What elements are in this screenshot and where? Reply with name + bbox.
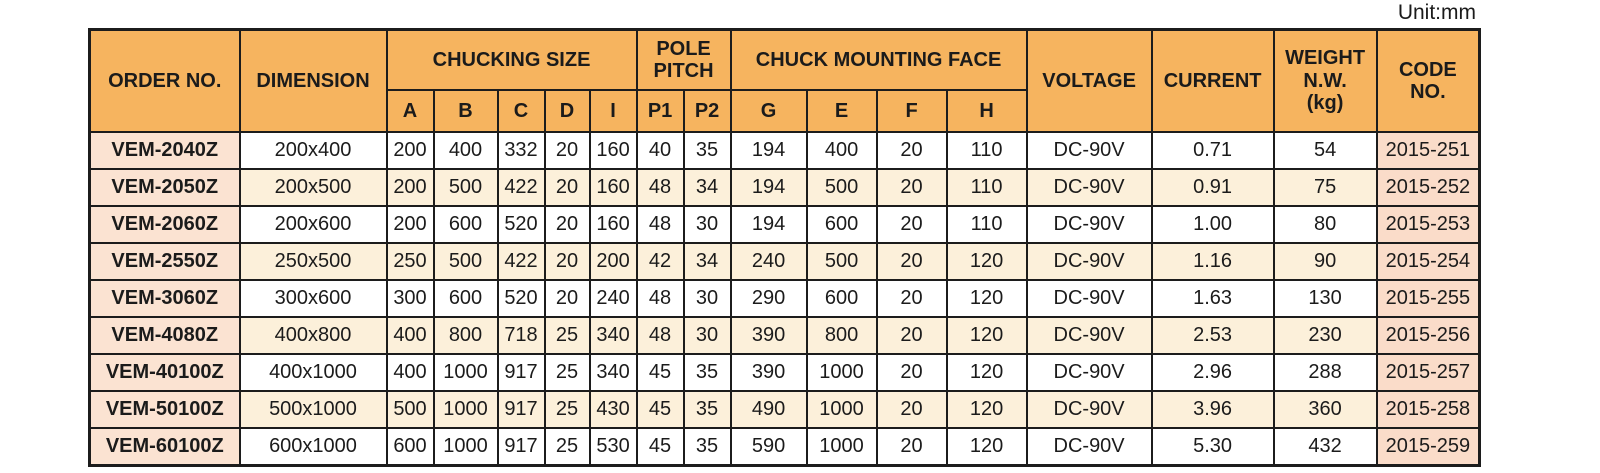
cell-g: 590 bbox=[731, 428, 807, 465]
cell-order-no: VEM-40100Z bbox=[90, 354, 240, 391]
cell-code-no: 2015-257 bbox=[1377, 354, 1480, 391]
cell-a: 200 bbox=[387, 132, 434, 169]
cell-dimension: 200x500 bbox=[240, 169, 387, 206]
cell-weight: 432 bbox=[1274, 428, 1377, 465]
cell-d: 25 bbox=[545, 317, 590, 354]
cell-d: 20 bbox=[545, 132, 590, 169]
cell-f: 20 bbox=[877, 206, 947, 243]
cell-code-no: 2015-253 bbox=[1377, 206, 1480, 243]
cell-c: 917 bbox=[498, 428, 545, 465]
table-header bbox=[90, 30, 1480, 133]
cell-i: 160 bbox=[590, 206, 637, 243]
cell-p1: 42 bbox=[637, 243, 684, 280]
cell-c: 422 bbox=[498, 243, 545, 280]
cell-f: 20 bbox=[877, 132, 947, 169]
cell-b: 500 bbox=[434, 169, 498, 206]
table-row bbox=[90, 354, 1480, 391]
cell-b: 600 bbox=[434, 206, 498, 243]
cell-c: 422 bbox=[498, 169, 545, 206]
cell-d: 20 bbox=[545, 280, 590, 317]
col-header-code-no bbox=[1377, 30, 1480, 133]
cell-h: 110 bbox=[947, 206, 1027, 243]
cell-p1: 45 bbox=[637, 354, 684, 391]
cell-weight: 230 bbox=[1274, 317, 1377, 354]
cell-g: 194 bbox=[731, 206, 807, 243]
cell-i: 430 bbox=[590, 391, 637, 428]
cell-current: 5.30 bbox=[1152, 428, 1274, 465]
cell-weight: 130 bbox=[1274, 280, 1377, 317]
cell-order-no: VEM-60100Z bbox=[90, 428, 240, 465]
cell-code-no: 2015-251 bbox=[1377, 132, 1480, 169]
cell-weight: 80 bbox=[1274, 206, 1377, 243]
cell-g: 290 bbox=[731, 280, 807, 317]
table-row bbox=[90, 206, 1480, 243]
cell-p2: 30 bbox=[684, 280, 731, 317]
table-row bbox=[90, 132, 1480, 169]
cell-a: 500 bbox=[387, 391, 434, 428]
cell-e: 500 bbox=[807, 243, 877, 280]
cell-f: 20 bbox=[877, 243, 947, 280]
table-row bbox=[90, 317, 1480, 354]
cell-weight: 288 bbox=[1274, 354, 1377, 391]
cell-weight: 75 bbox=[1274, 169, 1377, 206]
cell-a: 200 bbox=[387, 169, 434, 206]
cell-voltage: DC-90V bbox=[1027, 317, 1152, 354]
cell-dimension: 600x1000 bbox=[240, 428, 387, 465]
cell-order-no: VEM-2550Z bbox=[90, 243, 240, 280]
cell-order-no: VEM-3060Z bbox=[90, 280, 240, 317]
header-row-groups bbox=[90, 30, 1480, 91]
cell-p2: 35 bbox=[684, 428, 731, 465]
col-header-pole-pitch bbox=[637, 30, 731, 91]
cell-p2: 30 bbox=[684, 317, 731, 354]
cell-h: 120 bbox=[947, 280, 1027, 317]
cell-i: 530 bbox=[590, 428, 637, 465]
cell-current: 1.00 bbox=[1152, 206, 1274, 243]
cell-i: 160 bbox=[590, 169, 637, 206]
cell-g: 240 bbox=[731, 243, 807, 280]
cell-f: 20 bbox=[877, 428, 947, 465]
col-header-d: D bbox=[545, 90, 590, 132]
cell-a: 600 bbox=[387, 428, 434, 465]
cell-e: 1000 bbox=[807, 391, 877, 428]
cell-h: 110 bbox=[947, 132, 1027, 169]
cell-current: 0.91 bbox=[1152, 169, 1274, 206]
code-no-line-1: CODE bbox=[1398, 58, 1457, 81]
cell-b: 1000 bbox=[434, 354, 498, 391]
col-header-c: C bbox=[498, 90, 545, 132]
cell-voltage: DC-90V bbox=[1027, 206, 1152, 243]
cell-i: 200 bbox=[590, 243, 637, 280]
cell-e: 600 bbox=[807, 206, 877, 243]
col-header-current: CURRENT bbox=[1152, 30, 1274, 133]
cell-a: 400 bbox=[387, 354, 434, 391]
cell-voltage: DC-90V bbox=[1027, 243, 1152, 280]
cell-p1: 45 bbox=[637, 391, 684, 428]
pole-pitch-line-2: PITCH bbox=[653, 60, 714, 82]
cell-p1: 48 bbox=[637, 280, 684, 317]
table-body bbox=[90, 132, 1480, 465]
cell-b: 500 bbox=[434, 243, 498, 280]
cell-g: 194 bbox=[731, 132, 807, 169]
cell-current: 0.71 bbox=[1152, 132, 1274, 169]
cell-dimension: 500x1000 bbox=[240, 391, 387, 428]
cell-f: 20 bbox=[877, 354, 947, 391]
col-header-chucking-size: CHUCKING SIZE bbox=[387, 30, 637, 91]
cell-code-no: 2015-256 bbox=[1377, 317, 1480, 354]
col-header-f: F bbox=[877, 90, 947, 132]
cell-weight: 360 bbox=[1274, 391, 1377, 428]
cell-voltage: DC-90V bbox=[1027, 132, 1152, 169]
cell-c: 332 bbox=[498, 132, 545, 169]
cell-h: 120 bbox=[947, 428, 1027, 465]
cell-order-no: VEM-2040Z bbox=[90, 132, 240, 169]
cell-c: 520 bbox=[498, 206, 545, 243]
cell-code-no: 2015-252 bbox=[1377, 169, 1480, 206]
cell-b: 1000 bbox=[434, 428, 498, 465]
cell-c: 520 bbox=[498, 280, 545, 317]
cell-e: 600 bbox=[807, 280, 877, 317]
weight-line-2: N.W. bbox=[1303, 69, 1347, 92]
cell-order-no: VEM-50100Z bbox=[90, 391, 240, 428]
cell-current: 1.63 bbox=[1152, 280, 1274, 317]
col-header-b: B bbox=[434, 90, 498, 132]
cell-i: 240 bbox=[590, 280, 637, 317]
cell-g: 390 bbox=[731, 354, 807, 391]
cell-e: 1000 bbox=[807, 354, 877, 391]
cell-e: 800 bbox=[807, 317, 877, 354]
cell-c: 718 bbox=[498, 317, 545, 354]
col-header-weight bbox=[1274, 30, 1377, 133]
table-row bbox=[90, 243, 1480, 280]
cell-f: 20 bbox=[877, 280, 947, 317]
cell-p1: 48 bbox=[637, 317, 684, 354]
cell-h: 120 bbox=[947, 391, 1027, 428]
col-header-g: G bbox=[731, 90, 807, 132]
cell-p1: 40 bbox=[637, 132, 684, 169]
cell-i: 340 bbox=[590, 317, 637, 354]
cell-p2: 35 bbox=[684, 391, 731, 428]
cell-a: 400 bbox=[387, 317, 434, 354]
col-header-i: I bbox=[590, 90, 637, 132]
weight-line-1: WEIGHT bbox=[1285, 47, 1366, 70]
cell-i: 160 bbox=[590, 132, 637, 169]
cell-b: 1000 bbox=[434, 391, 498, 428]
weight-line-3: (kg) bbox=[1306, 92, 1344, 115]
cell-h: 120 bbox=[947, 243, 1027, 280]
cell-d: 25 bbox=[545, 354, 590, 391]
cell-code-no: 2015-255 bbox=[1377, 280, 1480, 317]
cell-i: 340 bbox=[590, 354, 637, 391]
cell-p2: 30 bbox=[684, 206, 731, 243]
cell-f: 20 bbox=[877, 391, 947, 428]
cell-p2: 35 bbox=[684, 132, 731, 169]
cell-e: 400 bbox=[807, 132, 877, 169]
cell-order-no: VEM-2050Z bbox=[90, 169, 240, 206]
cell-dimension: 200x600 bbox=[240, 206, 387, 243]
cell-voltage: DC-90V bbox=[1027, 280, 1152, 317]
cell-b: 600 bbox=[434, 280, 498, 317]
col-header-chuck-mounting-face: CHUCK MOUNTING FACE bbox=[731, 30, 1027, 91]
cell-order-no: VEM-4080Z bbox=[90, 317, 240, 354]
pole-pitch-line-1: POLE bbox=[656, 37, 711, 60]
spec-table bbox=[88, 28, 1481, 467]
cell-h: 120 bbox=[947, 317, 1027, 354]
cell-a: 250 bbox=[387, 243, 434, 280]
cell-d: 20 bbox=[545, 169, 590, 206]
cell-g: 194 bbox=[731, 169, 807, 206]
cell-p2: 35 bbox=[684, 354, 731, 391]
cell-weight: 90 bbox=[1274, 243, 1377, 280]
cell-dimension: 200x400 bbox=[240, 132, 387, 169]
cell-f: 20 bbox=[877, 169, 947, 206]
cell-g: 490 bbox=[731, 391, 807, 428]
cell-h: 120 bbox=[947, 354, 1027, 391]
cell-voltage: DC-90V bbox=[1027, 169, 1152, 206]
table-row bbox=[90, 391, 1480, 428]
cell-voltage: DC-90V bbox=[1027, 354, 1152, 391]
cell-c: 917 bbox=[498, 391, 545, 428]
col-header-p1: P1 bbox=[637, 90, 684, 132]
cell-dimension: 400x800 bbox=[240, 317, 387, 354]
cell-p1: 48 bbox=[637, 169, 684, 206]
cell-current: 1.16 bbox=[1152, 243, 1274, 280]
cell-c: 917 bbox=[498, 354, 545, 391]
cell-d: 25 bbox=[545, 391, 590, 428]
cell-d: 20 bbox=[545, 206, 590, 243]
cell-a: 300 bbox=[387, 280, 434, 317]
cell-p2: 34 bbox=[684, 243, 731, 280]
cell-b: 400 bbox=[434, 132, 498, 169]
cell-current: 2.53 bbox=[1152, 317, 1274, 354]
col-header-order-no: ORDER NO. bbox=[90, 30, 240, 133]
cell-dimension: 400x1000 bbox=[240, 354, 387, 391]
table-row bbox=[90, 280, 1480, 317]
cell-p1: 45 bbox=[637, 428, 684, 465]
cell-d: 20 bbox=[545, 243, 590, 280]
cell-dimension: 300x600 bbox=[240, 280, 387, 317]
unit-label: Unit:mm bbox=[1397, 1, 1476, 24]
col-header-e: E bbox=[807, 90, 877, 132]
cell-g: 390 bbox=[731, 317, 807, 354]
cell-p1: 48 bbox=[637, 206, 684, 243]
cell-code-no: 2015-254 bbox=[1377, 243, 1480, 280]
cell-e: 500 bbox=[807, 169, 877, 206]
cell-voltage: DC-90V bbox=[1027, 391, 1152, 428]
col-header-a: A bbox=[387, 90, 434, 132]
col-header-dimension: DIMENSION bbox=[240, 30, 387, 133]
cell-d: 25 bbox=[545, 428, 590, 465]
cell-b: 800 bbox=[434, 317, 498, 354]
cell-h: 110 bbox=[947, 169, 1027, 206]
code-no-line-2: NO. bbox=[1410, 81, 1446, 103]
cell-voltage: DC-90V bbox=[1027, 428, 1152, 465]
cell-current: 3.96 bbox=[1152, 391, 1274, 428]
cell-a: 200 bbox=[387, 206, 434, 243]
cell-current: 2.96 bbox=[1152, 354, 1274, 391]
table-row bbox=[90, 428, 1480, 465]
cell-dimension: 250x500 bbox=[240, 243, 387, 280]
cell-code-no: 2015-258 bbox=[1377, 391, 1480, 428]
cell-f: 20 bbox=[877, 317, 947, 354]
col-header-voltage: VOLTAGE bbox=[1027, 30, 1152, 133]
cell-code-no: 2015-259 bbox=[1377, 428, 1480, 465]
cell-p2: 34 bbox=[684, 169, 731, 206]
table-row bbox=[90, 169, 1480, 206]
col-header-h: H bbox=[947, 90, 1027, 132]
cell-order-no: VEM-2060Z bbox=[90, 206, 240, 243]
cell-weight: 54 bbox=[1274, 132, 1377, 169]
cell-e: 1000 bbox=[807, 428, 877, 465]
col-header-p2: P2 bbox=[684, 90, 731, 132]
